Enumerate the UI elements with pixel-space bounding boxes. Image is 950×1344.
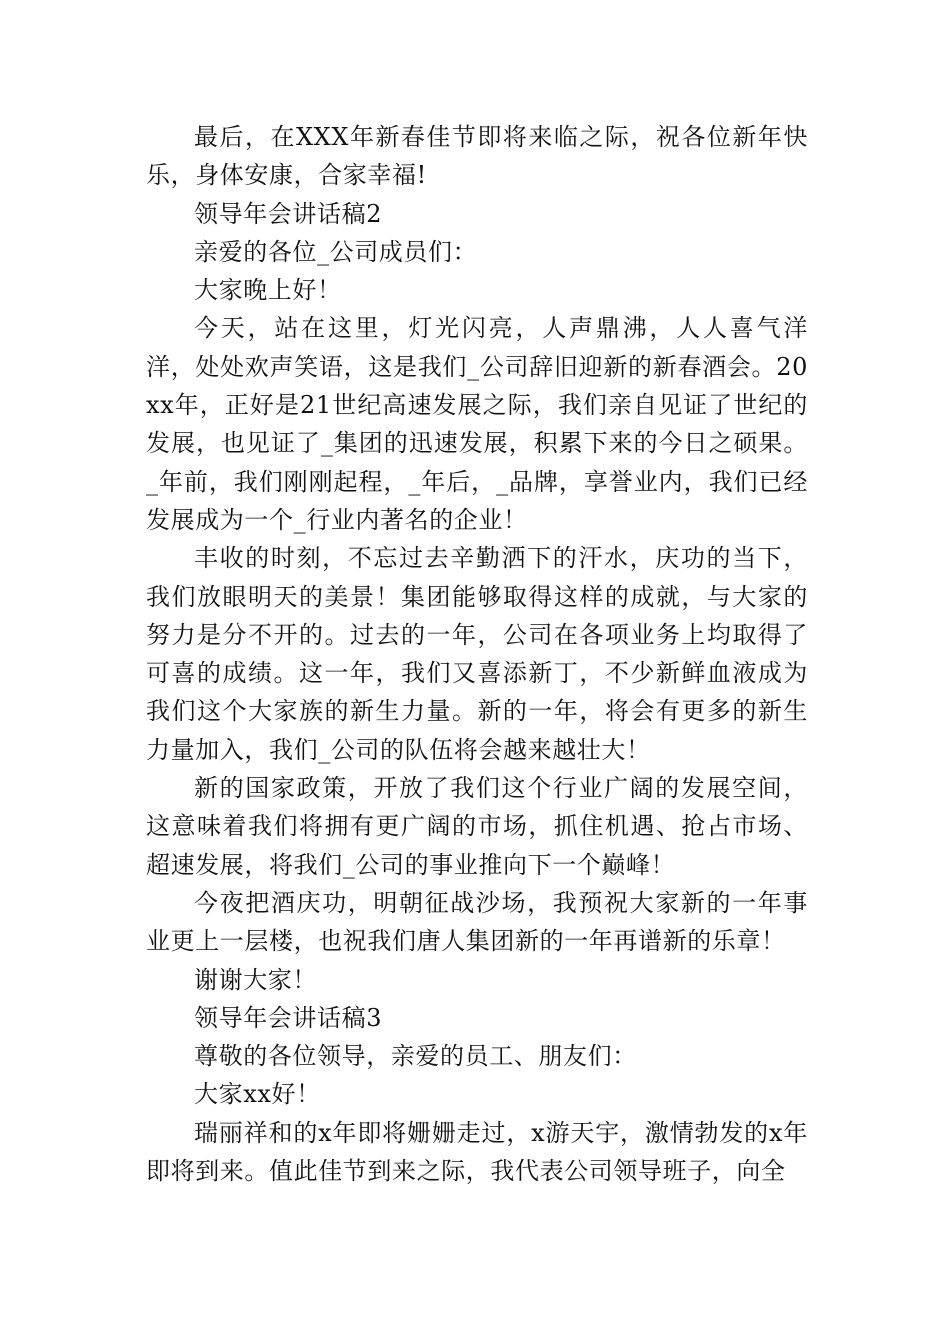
body-paragraph: 瑞丽祥和的x年即将姗姗走过，x游天宇，激情勃发的x年即将到来。值此佳节到来之际，我代表公司领导班子，向全 xyxy=(146,1118,808,1186)
closing-paragraph: 最后，在XXX年新春佳节即将来临之际，祝各位新年快乐，身体安康，合家幸福! xyxy=(146,123,808,190)
body-paragraph: 今天，站在这里，灯光闪亮，人声鼎沸，人人喜气洋洋，处处欢声笑语，这是我们_公司辞旧迎新的新春酒会。20xx年，正好是21世纪高速发展之际，我们亲自见证了世纪的发展，也见证了_集团的迅速发展，积累下来的今日之硕果。_年前，我们刚刚起程，_年后，_品牌，享誉业内，我们已经发展成为一个_行业内著名的企业！ xyxy=(146,314,808,534)
document-page xyxy=(146,118,808,1190)
greeting: 大家xx好！ xyxy=(194,1080,321,1109)
greeting: 大家晚上好！ xyxy=(194,276,342,305)
body-paragraph: 丰收的时刻，不忘过去辛勤洒下的汗水，庆功的当下，我们放眼明天的美景！集团能够取得这样的成就，与大家的努力是分不开的。过去的一年，公司在各项业务上均取得了可喜的成绩。这一年，我们又喜添新丁，不少新鲜血液成为我们这个大家族的新生力量。新的一年，将会有更多的新生力量加入，我们_公司的队伍将会越来越壮大！ xyxy=(146,544,808,764)
section-title-2: 领导年会讲话稿2 xyxy=(194,199,383,228)
body-paragraph: 新的国家政策，开放了我们这个行业广阔的发展空间，这意味着我们将拥有更广阔的市场，抓住机遇、抢占市场、超速发展，将我们_公司的事业推向下一个巅峰！ xyxy=(146,774,808,879)
body-paragraph: 今夜把酒庆功，明朝征战沙场，我预祝大家新的一年事业更上一层楼，也祝我们唐人集团新的一年再谱新的乐章！ xyxy=(146,888,808,956)
salutation: 尊敬的各位领导，亲爱的员工、朋友们： xyxy=(194,1042,637,1071)
salutation: 亲爱的各位_公司成员们： xyxy=(194,237,478,266)
section-title-3: 领导年会讲话稿3 xyxy=(194,1003,383,1032)
thanks-line: 谢谢大家！ xyxy=(194,965,317,994)
